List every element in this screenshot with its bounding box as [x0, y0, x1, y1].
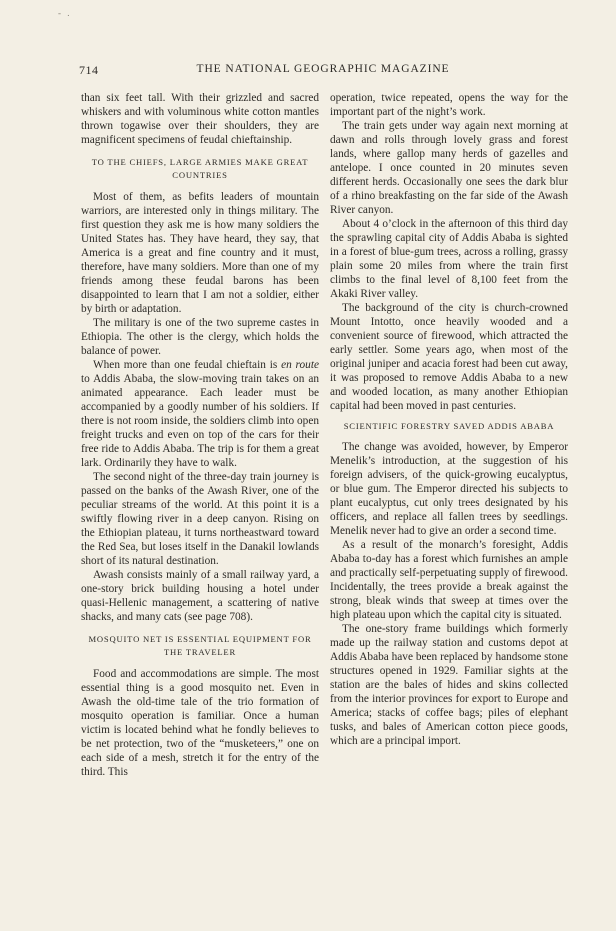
paragraph: The second night of the three-day train journey is passed on the banks of the Awash River, one of the peculiar streams of the world. At this point it is a swiftly flowing river in a deep canyon. Rising on the Ethiopian plateau, it turns northeastward toward the Red Sea, but loses itself in the Danakil lowlands short of its natural destination. — [81, 471, 319, 567]
paragraph: The train gets under way again next morning at dawn and rolls through lovely grass and forest lands, where gallop many herds of gazelles and antelope. I once counted in 20 minutes seven different herds. Occasionally one sees the dark blur of a rhino breakfasting on the far side of the Awash River canyon. — [330, 120, 568, 216]
paragraph-text: When more than one feudal chieftain is — [93, 359, 282, 371]
paragraph: Awash consists mainly of a small railway yard, a one-story brick building housing a hotel under quasi-Hellenic management, a scattering of native shacks, and many cats (see page 708). — [81, 569, 319, 623]
section-subhead: SCIENTIFIC FORESTRY SAVED ADDIS ABABA — [343, 421, 555, 431]
page-header — [79, 63, 567, 77]
paragraph-text: to Addis Ababa, the slow-moving train takes on an animated appearance. Each leader must be accompanied by a goodly number of his soldiers. If there is not room inside, the soldiers climb into open freight trucks and even on top of the cars for their free ride to Addis Ababa. The trip is for them a great lark. Ordinarily they have to walk. — [81, 373, 319, 469]
right-column — [330, 91, 568, 748]
paragraph: Food and accommodations are simple. The most essential thing is a good mosquito net. Even in Awash the old-time tale of the trio formation of mosquito operation is familiar. Once a human victim is located behind what he fondly believes to be net protection, two of the “musketeers,” one on each side of a mesh, stretch it for the entry of the third. This — [81, 668, 319, 778]
paragraph: The one-story frame buildings which formerly made up the railway station and customs depot at Addis Ababa have been replaced by handsome stone structures opened in 1929. Familiar sights at the station are the bales of hides and skins collected from the interior provinces for export to Europe and America; stacks of coffee bags; piles of elephant tusks, and bales of American cotton piece goods, which are a principal import. — [330, 623, 568, 747]
paragraph: The change was avoided, however, by Emperor Menelik’s introduction, at the suggestion of his foreign advisers, of the quick-growing eucalyptus, or blue gum. The Emperor directed his subjects to plant eucalyptus, cut only trees designated by his officers, and replace all fallen trees by seedlings. Menelik never had to give an order a second time. — [330, 441, 568, 537]
running-head: THE NATIONAL GEOGRAPHIC MAGAZINE — [196, 63, 450, 75]
paragraph: than six feet tall. With their grizzled and sacred whiskers and with voluminous white cotton mantles thrown togawise over their shoulders, they are magnificent specimens of feudal chieftainship. — [81, 92, 319, 146]
paragraph: As a result of the monarch’s foresight, Addis Ababa to-day has a forest which furnishes an ample and practically self-perpetuating supply of firewood. Incidentally, the trees provide a break against the strong, bleak winds that sweep at times over the high plateau upon which the capital city is situated. — [330, 539, 568, 621]
left-column — [81, 91, 319, 779]
section-subhead: MOSQUITO NET IS ESSENTIAL EQUIPMENT FOR THE TRAVELER — [88, 634, 312, 657]
page-number: 714 — [79, 63, 99, 77]
paragraph: The background of the city is church-crowned Mount Intotto, once heavily wooded and a convenient source of firewood, which attracted the early settler. Some years ago, when most of the original juniper and acacia forest had been cut away, it was proposed to remove Addis Ababa to a new and wooded location, as many another Ethiopian capital had been moved in past centuries. — [330, 302, 568, 412]
paragraph: operation, twice repeated, opens the way for the important part of the night’s work. — [330, 92, 568, 118]
italic-phrase: en route — [281, 359, 319, 371]
paragraph — [81, 358, 319, 470]
paragraph: The military is one of the two supreme castes in Ethiopia. The other is the clergy, which holds the balance of power. — [81, 317, 319, 357]
paragraph: About 4 o’clock in the afternoon of this third day the sprawling capital city of Addis Ababa is sighted in a forest of blue-gum trees, across a rolling, grassy plain some 20 miles from where the train first climbs to the final level of 8,100 feet from the Akaki River valley. — [330, 218, 568, 300]
paragraph: Most of them, as befits leaders of mountain warriors, are interested only in things military. The first question they ask me is how many soldiers the United States has. They have heard, they say, that America is a great and fine country and it must, therefore, have many soldiers. More than one of my friends among these feudal barons has been disappointed to learn that I am not a soldier, either by birth or adaptation. — [81, 191, 319, 315]
page-corner-mark: - . — [58, 8, 72, 18]
section-subhead: TO THE CHIEFS, LARGE ARMIES MAKE GREAT COUNTRIES — [91, 157, 309, 180]
